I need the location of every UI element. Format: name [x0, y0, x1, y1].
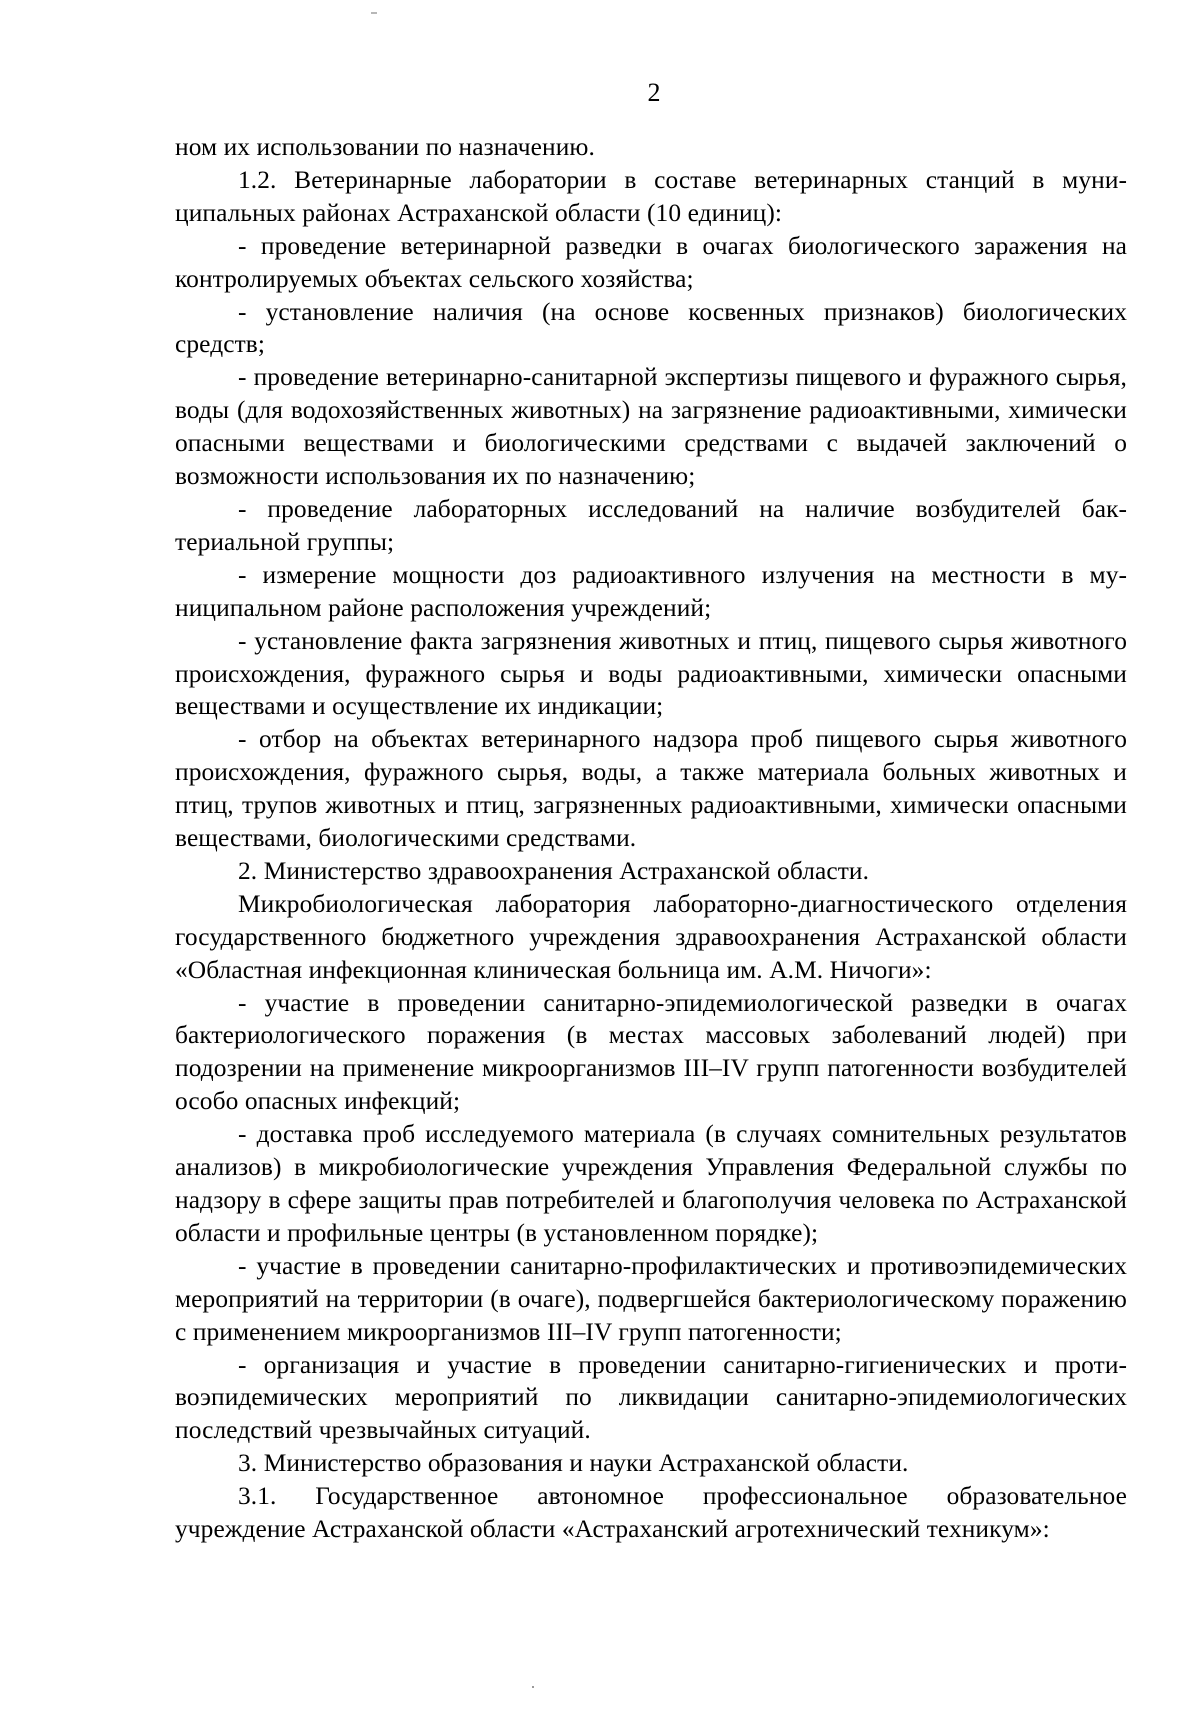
list-item: - проведение ветеринарной разведки в очагах биологического заражения на контролируемых объектах сельского хозяйства; — [175, 231, 1127, 293]
paragraph-continuation: ном их использовании по назначению. — [175, 133, 595, 161]
list-item: - проведение ветеринарно-санитарной экспертизы пищевого и фуражного сырья, воды (для водохозяйственных животных) на загрязнение радиоактивными, химически опасными веществами и биологическими средствами с выдачей заключений о возможности использования их по назначению; — [175, 363, 1127, 491]
list-item: - отбор на объектах ветеринарного надзора проб пищевого сырья животного происхождения, фуражного сырья, воды, а также материала больных животных и птиц, трупов животных и птиц, загрязненных радиоактивными, химически опасными веществами, биологическими средствами. — [175, 725, 1127, 853]
list-item: - установление наличия (на основе косвенных признаков) биологических средств; — [175, 297, 1127, 359]
list-item: - установление факта загрязнения животных и птиц, пищевого сырья животного происхождения, фуражного сырья и воды радиоактивными, химически опасными веществами и осуществление их индикации; — [175, 626, 1127, 721]
page-number: 2 — [647, 78, 661, 107]
scan-artifact — [532, 1686, 534, 1688]
list-item: - участие в проведении санитарно-эпидемиологической разведки в очагах бактериологического поражения (в местах массовых заболеваний людей) при подозрении на применение микроорганизмов III–IV групп патогенности возбудителей особо опасных инфекций; — [175, 988, 1127, 1116]
list-item: - организация и участие в проведении санитарно-гигиенических и противоэпидемических мероприятий по ликвидации санитарно-эпидемиологических последствий чрезвычайных ситуаций. — [175, 1350, 1127, 1445]
list-item: - участие в проведении санитарно-профилактических и противоэпидемических мероприятий на территории (в очаге), подвергшейся бактериологическому поражению с применением микроорганизмов III–IV групп патогенности; — [175, 1251, 1127, 1346]
paragraph-lab-description: Микробиологическая лаборатория лабораторно-диагностического отделения государственного бюджетного учреждения здравоохранения Астраханской области «Областная инфекционная клиническая больница им. А.М. Ничоги»: — [175, 889, 1127, 984]
scan-artifact — [371, 12, 377, 14]
paragraph-section-3-1: 3.1. Государственное автономное профессиональное образовательное учреждение Астраханской области «Астраханский агротехнический техникум»: — [175, 1482, 1127, 1544]
list-item: - доставка проб исследуемого материала (в случаях сомнительных результатов анализов) в микробиологические учреждения Управления Федеральной службы по надзору в сфере защиты прав потребителей и благополучия человека по Астраханской области и профильные центры (в установленном порядке); — [175, 1120, 1127, 1247]
list-item: - проведение лабораторных исследований на наличие возбудителей бактериальной группы; — [175, 494, 1127, 556]
document-body — [175, 131, 1127, 1546]
section-heading-3: 3. Министерство образования и науки Астраханской области. — [238, 1449, 909, 1478]
list-item: - измерение мощности доз радиоактивного излучения на местности в муниципальном районе расположения учреждений; — [175, 560, 1127, 622]
section-heading-2: 2. Министерство здравоохранения Астраханской области. — [238, 856, 870, 885]
paragraph-section-1-2: 1.2. Ветеринарные лаборатории в составе ветеринарных станций в муниципальных районах Астраханской области (10 единиц): — [175, 165, 1127, 227]
